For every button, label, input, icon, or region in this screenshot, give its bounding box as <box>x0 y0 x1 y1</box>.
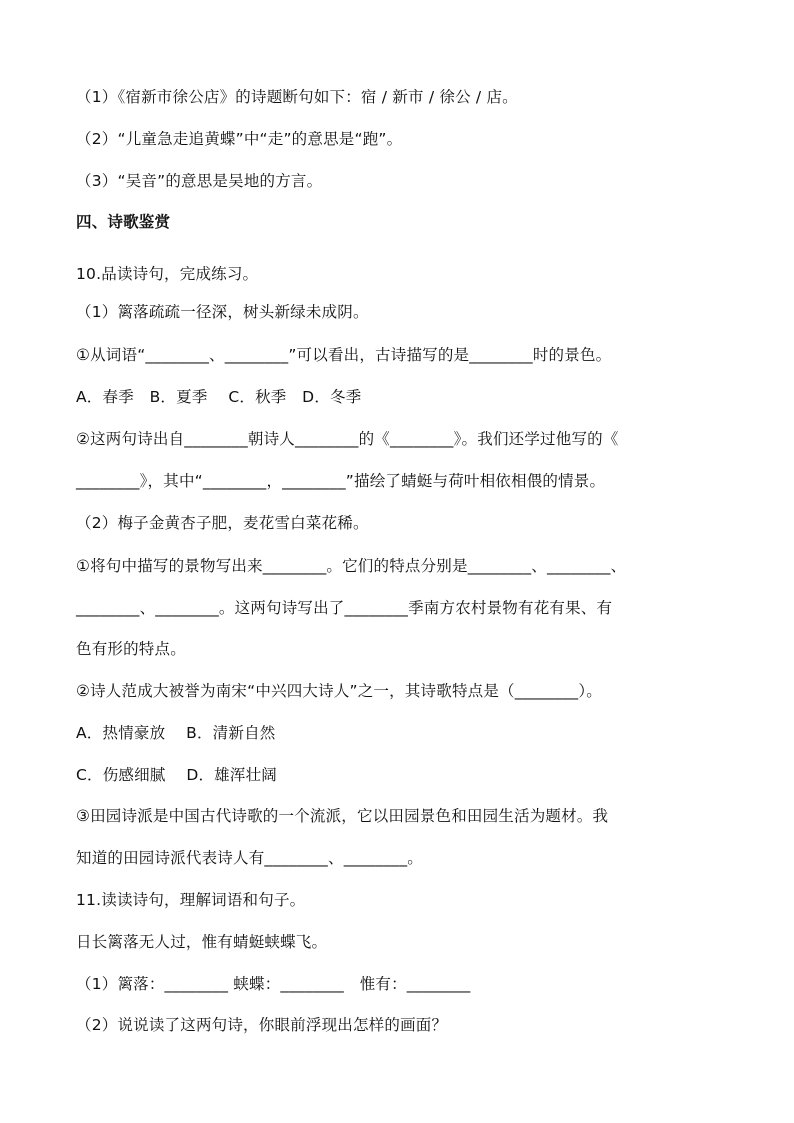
question-11-part-2: （2）说说读了这两句诗，你眼前浮现出怎样的画面？ <box>76 1016 448 1034</box>
answer-line-1: （1）《宿新市徐公店》的诗题断句如下：宿 / 新市 / 徐公 / 店。 <box>76 88 518 106</box>
question-10-2-a-cont: ________、________。这两句诗写出了________季南方农村景物有花有果、有 <box>76 599 613 617</box>
question-10-2-b-options-2: C．伤感细腻 D．雄浑壮阔 <box>76 766 277 784</box>
question-10-2-a-end: 色有形的特点。 <box>76 640 186 658</box>
question-10-1-b-cont: ________》，其中“________，________”描绘了蜻蜓与荷叶相依相偎的情景。 <box>76 472 606 490</box>
question-10-1-a-options: A．春季 B．夏季 C．秋季 D．冬季 <box>76 388 362 406</box>
question-10-title: 10.品读诗句，完成练习。 <box>76 265 259 283</box>
question-10-2-a: ①将句中描写的景物写出来________。它们的特点分别是________、________、 <box>76 557 627 575</box>
question-10-2-c: ③田园诗派是中国古代诗歌的一个流派，它以田园景色和田园生活为题材。我 <box>76 807 609 825</box>
poem-line: 日长篱落无人过，惟有蜻蜓蛱蝶飞。 <box>76 933 328 951</box>
question-10-2-c-cont: 知道的田园诗派代表诗人有________、________。 <box>76 849 424 867</box>
question-10-2-b: ②诗人范成大被誉为南宋“中兴四大诗人”之一，其诗歌特点是（________）。 <box>76 682 603 700</box>
section-heading: 四、诗歌鉴赏 <box>76 213 171 231</box>
answer-line-2: （2）“儿童急走追黄蝶”中“走”的意思是“跑”。 <box>76 130 403 148</box>
question-11-part-1: （1）篱落：________ 蛱蝶：________ 惟有：________ <box>76 975 471 993</box>
answer-line-3: （3）“吴音”的意思是吴地的方言。 <box>76 172 323 190</box>
question-10-part-1: （1）篱落疏疏一径深，树头新绿未成阴。 <box>76 303 369 321</box>
question-10-1-b: ②这两句诗出自________朝诗人________的《________》。我们还学过他写的《 <box>76 430 619 448</box>
question-10-2-b-options-1: A．热情豪放 B．清新自然 <box>76 724 276 742</box>
question-10-1-a: ①从词语“________、________”可以看出，古诗描写的是________时的景色。 <box>76 346 612 364</box>
question-11-title: 11.读读诗句，理解词语和句子。 <box>76 891 306 909</box>
question-10-part-2: （2）梅子金黄杏子肥，麦花雪白菜花稀。 <box>76 514 369 532</box>
